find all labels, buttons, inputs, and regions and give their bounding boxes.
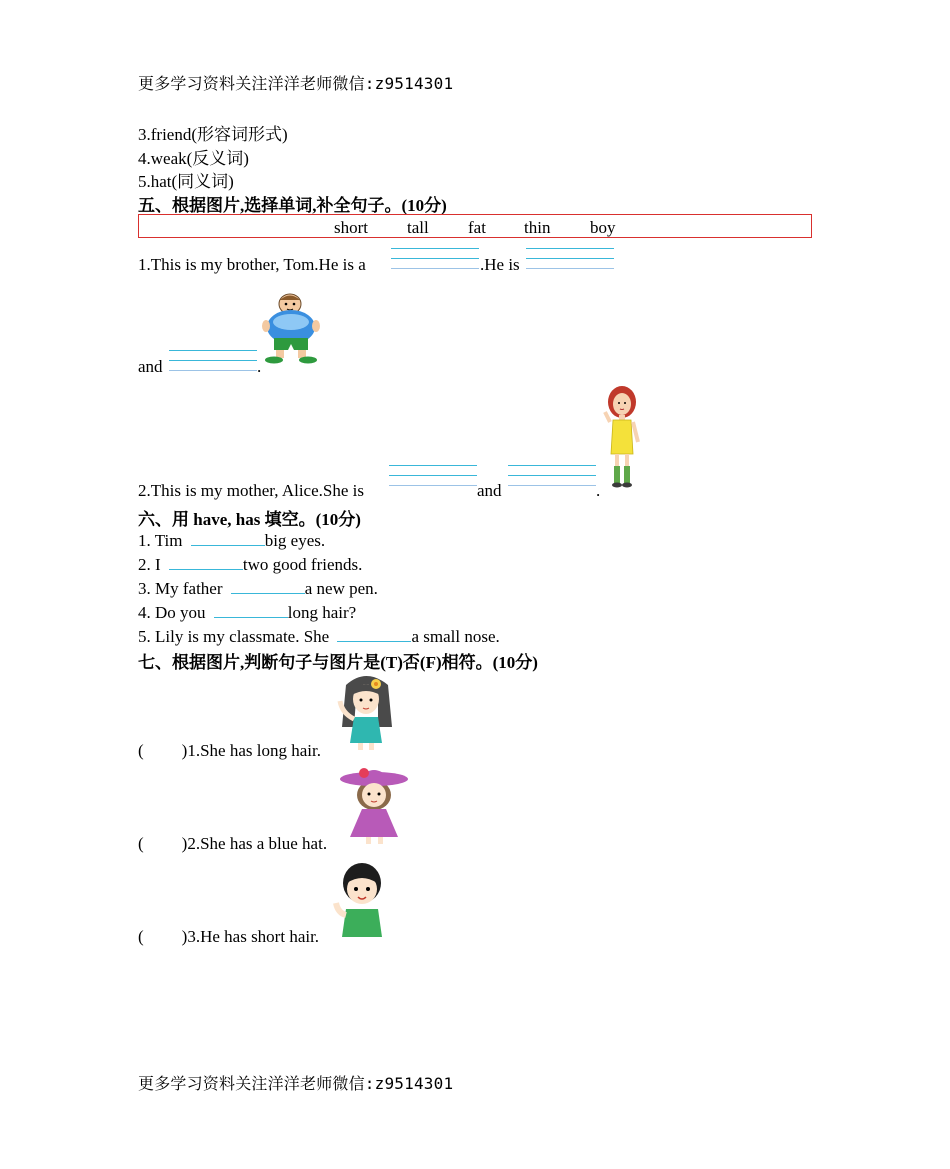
section-5-title: 五、根据图片,选择单词,补全句子。(10分): [138, 196, 447, 215]
answer-bracket[interactable]: (: [138, 741, 144, 760]
answer-blank[interactable]: [214, 601, 288, 618]
girl-hat-picture: [338, 765, 414, 845]
question-4-weak: 4.weak(反义词): [138, 149, 249, 168]
s6-item-4: [138, 601, 356, 623]
s6-item-3-after: a new pen.: [304, 579, 378, 598]
s5-q2-and: and: [477, 481, 502, 500]
s6-item-4-before: 4. Do you: [138, 603, 210, 622]
answer-blank[interactable]: [191, 529, 265, 546]
s6-item-4-after: long hair?: [287, 603, 357, 622]
s6-item-5-before: 5. Lily is my classmate. She: [138, 627, 334, 646]
s6-item-3-before: 3. My father: [138, 579, 227, 598]
s5-q1-and: and: [138, 357, 163, 376]
s6-item-1-after: big eyes.: [264, 531, 326, 550]
s7-item-1: [138, 741, 321, 761]
answer-blank[interactable]: [169, 553, 243, 570]
s7-item-3: [138, 927, 319, 947]
answer-blank[interactable]: [526, 248, 614, 278]
s7-item-1-text: )1.She has long hair.: [181, 741, 321, 760]
answer-blank[interactable]: [337, 625, 411, 642]
s6-item-1-before: 1. Tim: [138, 531, 187, 550]
s5-q1-text-b: .He is: [480, 255, 520, 274]
s6-item-5: [138, 625, 500, 647]
section-6-title: 六、用 have, has 填空。(10分): [138, 510, 361, 529]
question-3-friend: 3.friend(形容词形式): [138, 125, 288, 144]
page-footer: 更多学习资料关注洋洋老师微信:z9514301: [138, 1074, 454, 1093]
word-bank-item: short: [334, 218, 368, 237]
long-hair-girl-picture: [332, 671, 398, 751]
question-5-hat: 5.hat(同义词): [138, 172, 234, 191]
page-header: 更多学习资料关注洋洋老师微信:z9514301: [138, 74, 454, 93]
s6-item-5-after: a small nose.: [411, 627, 500, 646]
word-bank-box: [138, 214, 812, 238]
s5-q2-text: 2.This is my mother, Alice.She is: [138, 481, 364, 500]
s5-q1-text-a: 1.This is my brother, Tom.He is a: [138, 255, 366, 274]
s6-item-2-before: 2. I: [138, 555, 165, 574]
thin-mother-picture: [602, 382, 644, 488]
s5-q1-end: .: [257, 357, 262, 376]
s7-item-2: [138, 834, 327, 854]
word-bank-item: thin: [524, 218, 551, 237]
word-bank-item: fat: [468, 218, 486, 237]
answer-bracket[interactable]: (: [138, 927, 144, 946]
answer-blank[interactable]: [508, 465, 596, 495]
s6-item-2: [138, 553, 362, 575]
s5-q2-end: .: [596, 481, 601, 500]
s6-item-2-after: two good friends.: [242, 555, 363, 574]
s7-item-3-text: )3.He has short hair.: [181, 927, 320, 946]
s7-item-2-text: )2.She has a blue hat.: [181, 834, 328, 853]
answer-blank[interactable]: [391, 248, 479, 278]
answer-blank[interactable]: [389, 465, 477, 495]
word-bank-item: tall: [407, 218, 429, 237]
word-bank-item: boy: [590, 218, 616, 237]
s6-item-3: [138, 577, 378, 599]
answer-blank[interactable]: [231, 577, 305, 594]
answer-bracket[interactable]: (: [138, 834, 144, 853]
fat-boy-picture: [260, 292, 324, 364]
s6-item-1: [138, 529, 325, 551]
answer-blank[interactable]: [169, 350, 257, 380]
short-hair-boy-picture: [332, 859, 390, 937]
section-7-title: 七、根据图片,判断句子与图片是(T)否(F)相符。(10分): [138, 653, 538, 672]
